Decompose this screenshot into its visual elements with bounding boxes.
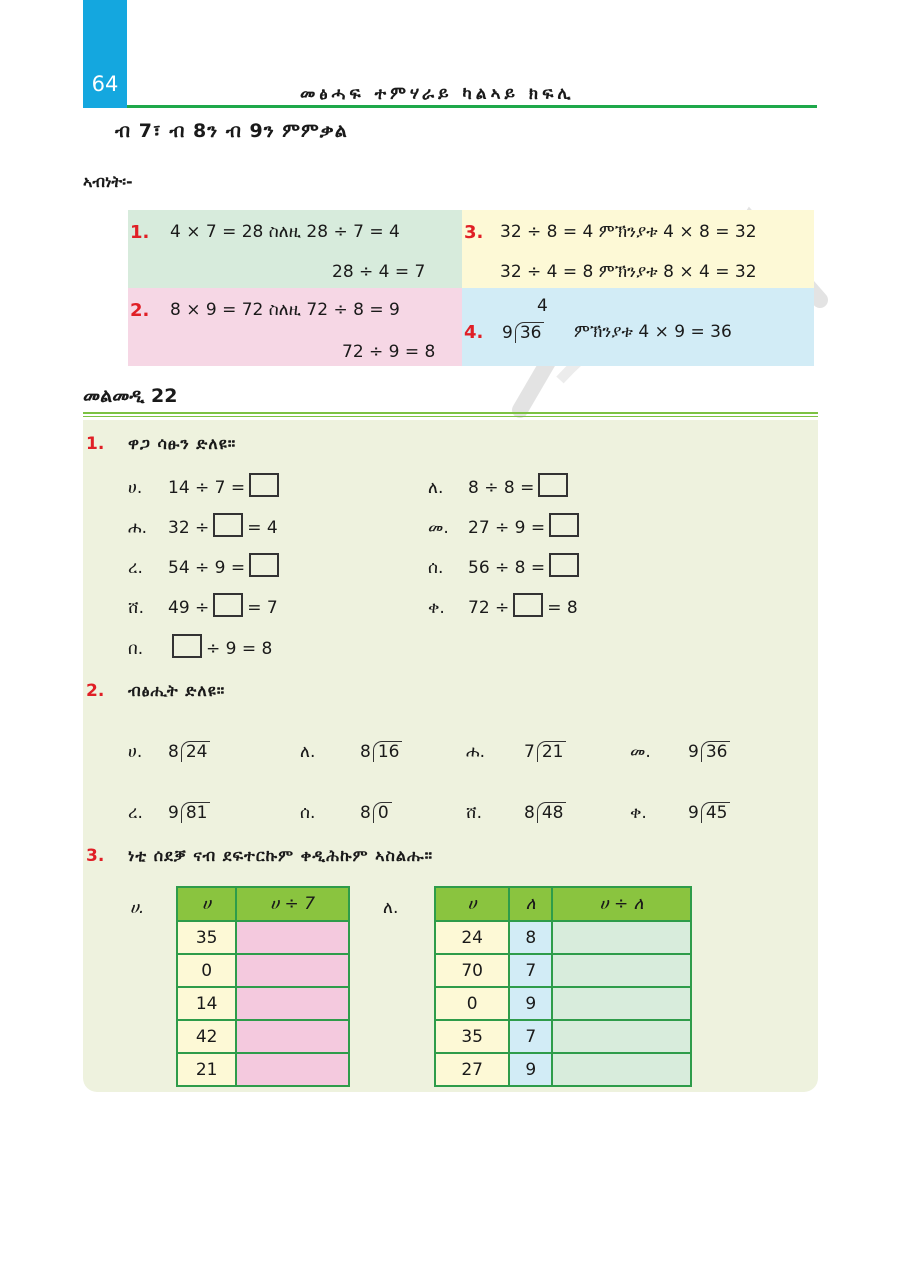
divisor: 7: [524, 742, 535, 762]
question-number: 1.: [86, 434, 105, 454]
answer-box[interactable]: [213, 513, 243, 537]
example-2-box: [128, 288, 462, 366]
item-label: ቀ.: [428, 598, 445, 618]
table-row: [177, 987, 349, 1020]
table-cell: 27: [435, 1053, 509, 1086]
item-result: = 7: [247, 598, 278, 618]
q1-item: [128, 473, 283, 498]
example-2-line2: 72 ÷ 9 = 8: [342, 342, 436, 362]
dividend: 36: [701, 741, 731, 762]
example-1-box: [128, 210, 462, 288]
example-number: 4.: [464, 322, 484, 343]
table-header: ሀ ÷ 7: [236, 887, 349, 921]
answer-box[interactable]: [549, 513, 579, 537]
divisor: 8: [168, 742, 179, 762]
table-header: ለ: [509, 887, 552, 921]
answer-box[interactable]: [172, 634, 202, 658]
item-label: ረ.: [128, 803, 143, 823]
table-row: [177, 1053, 349, 1086]
dividend: 16: [373, 741, 403, 762]
examples-label: ኣብነት፡-: [83, 172, 133, 191]
answer-box[interactable]: [249, 473, 279, 497]
item-expression: 14 ÷ 7 =: [168, 478, 246, 498]
item-expression: 72 ÷: [468, 598, 510, 618]
item-result: = 4: [247, 518, 278, 538]
exercise-rule: [83, 412, 818, 414]
example-4-box: [462, 288, 814, 366]
example-number: 2.: [130, 300, 150, 321]
table-cell: 7: [509, 954, 552, 987]
item-label: ሐ.: [128, 518, 148, 538]
table-row: [435, 921, 691, 954]
example-3-line2: 32 ÷ 4 = 8 ምኽንያቱ 8 × 4 = 32: [500, 262, 757, 282]
table-cell: 21: [177, 1053, 236, 1086]
divisor: 8: [524, 803, 535, 823]
item-label: ለ.: [428, 478, 444, 498]
q2-item: [128, 741, 210, 762]
page-number: 64: [91, 72, 119, 96]
item-label: በ.: [128, 639, 144, 659]
dividend: 81: [181, 802, 211, 823]
divisor: 8: [360, 803, 371, 823]
table-a-label: ሀ.: [130, 898, 145, 918]
answer-cell[interactable]: [236, 954, 349, 987]
table-row: [177, 921, 349, 954]
item-expression: 8 ÷ 8 =: [468, 478, 535, 498]
q2-item: [300, 802, 392, 823]
answer-cell[interactable]: [236, 921, 349, 954]
answer-cell[interactable]: [552, 1053, 691, 1086]
answer-box[interactable]: [538, 473, 568, 497]
dividend: 45: [701, 802, 731, 823]
table-cell: 0: [177, 954, 236, 987]
exercise-rule-thin: [83, 416, 818, 417]
table-header: ሀ: [435, 887, 509, 921]
item-expression: 27 ÷ 9 =: [468, 518, 546, 538]
item-label: ቀ.: [630, 803, 647, 823]
answer-cell[interactable]: [236, 1053, 349, 1086]
item-expression: 54 ÷ 9 =: [168, 558, 246, 578]
table-b-label: ለ.: [383, 898, 399, 918]
table-row: [435, 1020, 691, 1053]
table-cell: 9: [509, 1053, 552, 1086]
dividend: 24: [181, 741, 211, 762]
table-row: [177, 954, 349, 987]
table-b: [434, 886, 692, 1087]
example-3-line1: 32 ÷ 8 = 4 ምኽንያቱ 4 × 8 = 32: [500, 222, 757, 242]
example-3-box: [462, 210, 814, 288]
q1-item: [428, 473, 572, 498]
table-cell: 8: [509, 921, 552, 954]
dividend: 21: [537, 741, 567, 762]
table-header: ሀ: [177, 887, 236, 921]
item-expression: 49 ÷: [168, 598, 210, 618]
answer-box[interactable]: [513, 593, 543, 617]
table-cell: 35: [177, 921, 236, 954]
item-expression: 56 ÷ 8 =: [468, 558, 546, 578]
table-cell: 0: [435, 987, 509, 1020]
item-expression: 32 ÷: [168, 518, 210, 538]
table-cell: 24: [435, 921, 509, 954]
running-title: መፅሓፍ ተምሃራይ ካልኣይ ክፍሊ: [300, 84, 575, 104]
table-cell: 70: [435, 954, 509, 987]
q2-item: [128, 802, 210, 823]
item-label: ሀ.: [128, 742, 143, 762]
answer-box[interactable]: [249, 553, 279, 577]
example-4-text: ምኽንያቱ 4 × 9 = 36: [574, 322, 732, 342]
table-row: [177, 1020, 349, 1053]
dividend: 36: [515, 322, 545, 343]
example-2-line1: 8 × 9 = 72 ስለዚ 72 ÷ 8 = 9: [170, 300, 400, 320]
q2-item: [466, 802, 566, 823]
q1-item: [428, 513, 583, 538]
exercise-heading: መልመዲ 22: [83, 385, 178, 407]
divisor: 9: [688, 742, 699, 762]
q2-item: [300, 741, 402, 762]
divisor: 9: [688, 803, 699, 823]
answer-cell[interactable]: [552, 954, 691, 987]
divisor: 9: [502, 323, 513, 343]
question-2-text: ብፅሒት ድለዩ።: [128, 681, 226, 700]
table-row: [435, 987, 691, 1020]
item-label: ሐ.: [466, 742, 486, 762]
long-division: [502, 322, 544, 343]
table-cell: 42: [177, 1020, 236, 1053]
table-cell: 7: [509, 1020, 552, 1053]
table-header: ሀ ÷ ለ: [552, 887, 691, 921]
item-label: መ.: [630, 742, 651, 762]
question-number: 2.: [86, 681, 105, 701]
answer-cell[interactable]: [552, 921, 691, 954]
item-label: ሸ.: [466, 803, 482, 823]
dividend: 0: [373, 802, 392, 823]
q2-item: [630, 802, 730, 823]
answer-box[interactable]: [549, 553, 579, 577]
long-division-quotient: 4: [537, 296, 548, 316]
answer-cell[interactable]: [552, 987, 691, 1020]
item-label: ሸ.: [128, 598, 144, 618]
item-label: ሰ.: [428, 558, 444, 578]
item-result: = 8: [547, 598, 578, 618]
table-cell: 14: [177, 987, 236, 1020]
item-result: ÷ 9 = 8: [206, 639, 273, 659]
table-cell: 9: [509, 987, 552, 1020]
table-row: [435, 954, 691, 987]
question-3-text: ነቲ ሰደቓ ናብ ደፍተርኩም ቀዲሕኩም ኣስልሑ።: [128, 846, 434, 865]
table-row: [435, 1053, 691, 1086]
table-cell: 35: [435, 1020, 509, 1053]
answer-cell[interactable]: [236, 1020, 349, 1053]
divisor: 8: [360, 742, 371, 762]
q1-item: [128, 634, 272, 659]
q1-item: [128, 513, 278, 538]
q1-item: [128, 553, 283, 578]
example-number: 3.: [464, 222, 484, 243]
dividend: 48: [537, 802, 567, 823]
question-number: 3.: [86, 846, 105, 866]
item-label: ረ.: [128, 558, 143, 578]
q1-item: [428, 553, 583, 578]
section-title: ብ 7፣ ብ 8ን ብ 9ን ምምቃል: [115, 120, 348, 142]
header-rule: [127, 105, 817, 108]
q2-item: [466, 741, 566, 762]
divisor: 9: [168, 803, 179, 823]
example-1-line2: 28 ÷ 4 = 7: [332, 262, 426, 282]
item-label: ሰ.: [300, 803, 316, 823]
example-number: 1.: [130, 222, 150, 243]
q2-item: [630, 741, 730, 762]
answer-cell[interactable]: [236, 987, 349, 1020]
item-label: ለ.: [300, 742, 316, 762]
answer-cell[interactable]: [552, 1020, 691, 1053]
item-label: መ.: [428, 518, 449, 538]
q1-item: [428, 593, 578, 618]
answer-box[interactable]: [213, 593, 243, 617]
item-label: ሀ.: [128, 478, 143, 498]
example-1-line1: 4 × 7 = 28 ስለዚ 28 ÷ 7 = 4: [170, 222, 400, 242]
q1-item: [128, 593, 278, 618]
table-a: [176, 886, 350, 1087]
question-1-text: ዋጋ ሳፁን ድለዩ።: [128, 434, 237, 453]
